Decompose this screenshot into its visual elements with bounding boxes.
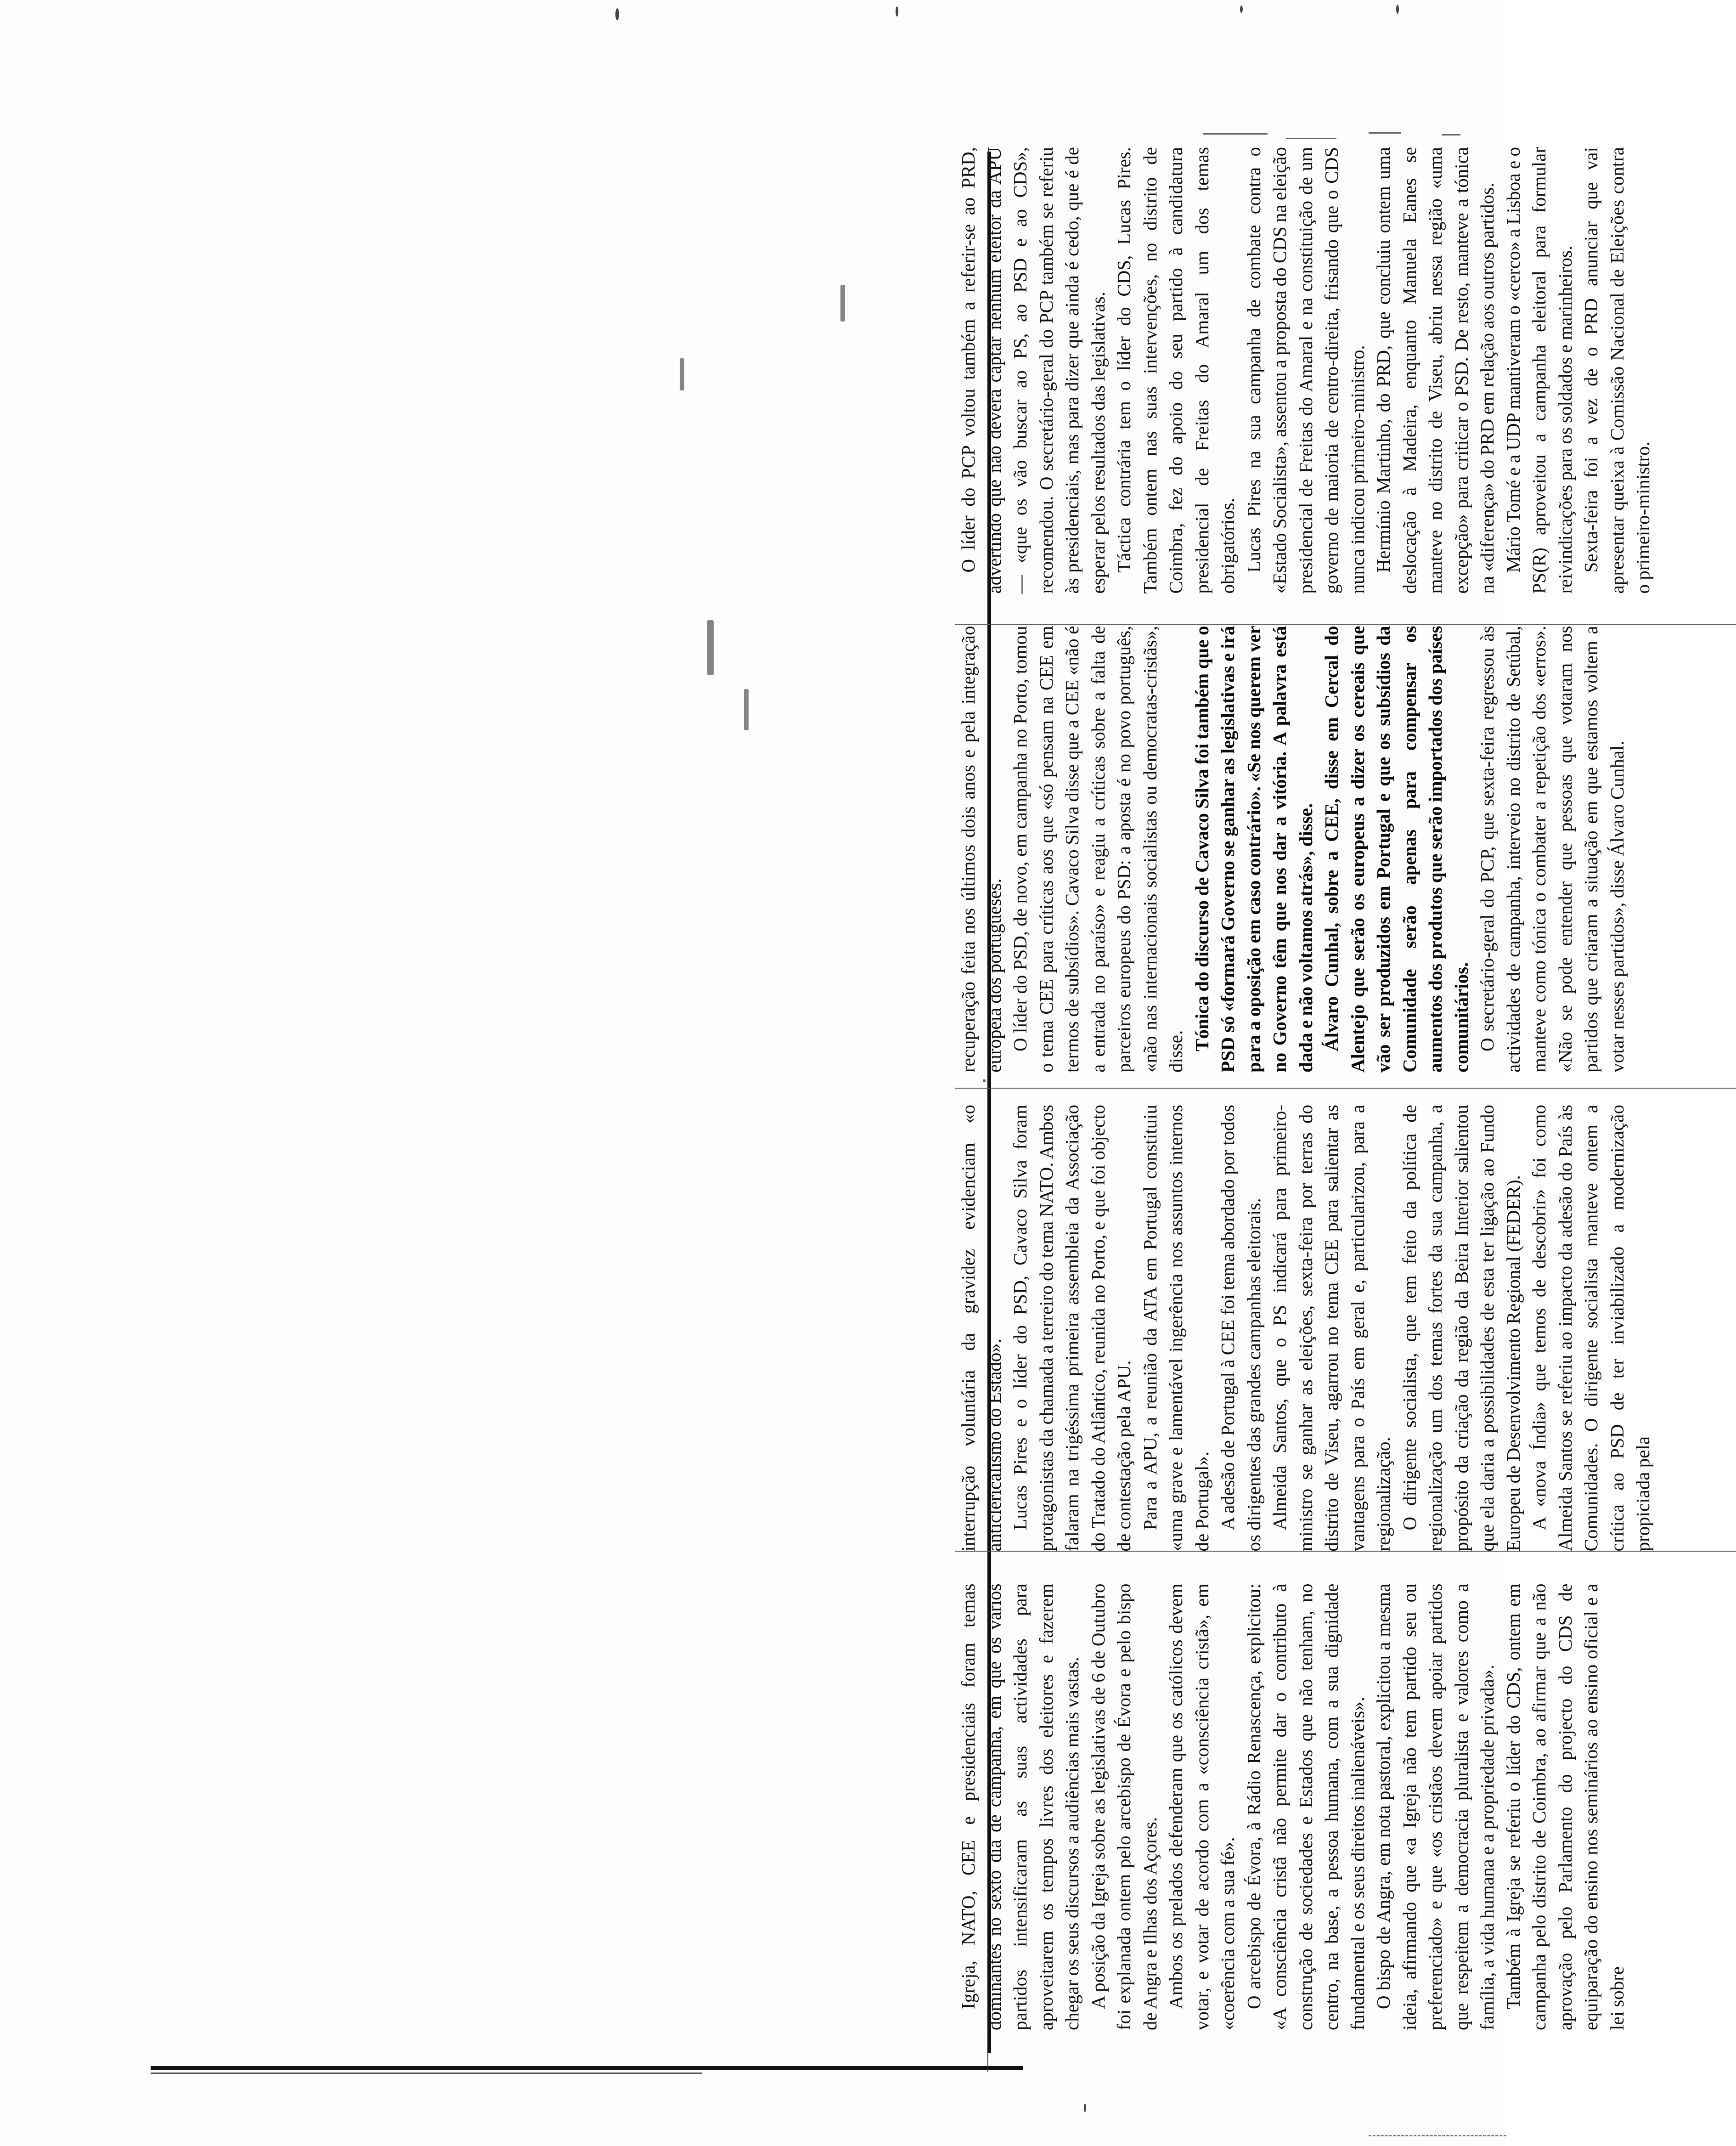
column-separator: [955, 1551, 1736, 1552]
article-paragraph: interrupção voluntária da gravidez evidenciam «o anticlericalismo do Estado».: [958, 1105, 1005, 1552]
scan-smudge: [680, 358, 684, 390]
article-paragraph: Para a APU, a reunião da ATA em Portugal constituiu «uma grave e lamentável ingerência nos assuntos internos de Portugal».: [1139, 1105, 1212, 1552]
top-heavy-rule: [151, 2066, 1023, 2070]
column-separator: [955, 1088, 1736, 1089]
scan-footer-mark: [1369, 2135, 1506, 2142]
article-paragraph: Mário Tomé e a UDP mantiveram o «cerco» a Lisboa e o PS(R) aproveitou a campanha eleitoral para formular reivindicações para os soldados e marinheiros.: [1502, 147, 1576, 594]
scan-smudge: [840, 285, 845, 322]
article-paragraph: Lucas Pires na sua campanha de combate contra o «Estado Socialista», assentou a proposta do CDS na eleição presidencial de Freitas do Amaral e na constituição de um governo de maioria de centro-direita, frisando que o CDS nunca indicou primeiro-ministro.: [1243, 147, 1368, 594]
scan-smudge: [744, 689, 749, 730]
article-paragraph: O secretário-geral do PCP, que sexta-feira regressou às actividades de campanha, interveio no distrito de Setúbal, manteve como tónica o combater a repetição dos «erros». «Não se pode entender que pessoas que votaram nos partidos que criaram a situação em que estamos voltem a votar nesses partidos», disse Álvaro Cunhal.: [1477, 626, 1628, 1073]
article-columns: [955, 147, 1736, 2030]
article-paragraph: A posição da Igreja sobre as legislativas de 6 de Outubro foi explanada ontem pelo arcebispo de Évora e pelo bispo de Angra e Ilhas dos Açores.: [1087, 1583, 1161, 2030]
scan-speck: [896, 6, 898, 17]
article-paragraph: O dirigente socialista, que tem feito da política de regionalização um dos temas fortes da sua campanha, a propósito da criação da região da Beira Interior salientou que ela daria a possibilidades de esta ter ligação ao Fundo Europeu de Desenvolvimento Regional (FEDER).: [1398, 1105, 1524, 1552]
article-rotated: [955, 147, 1736, 2030]
article-paragraph: Ambos os prelados defenderam que os católicos devem votar, e votar de acordo com a «consciência cristã», em «coerência com a sua fé».: [1165, 1583, 1238, 2030]
article-paragraph: recuperação feita nos últimos dois anos e pela integração europeia dos portugueses.: [958, 626, 1005, 1073]
scan-dash: [1286, 138, 1336, 139]
article-column-3: [955, 626, 1736, 1073]
article-paragraph: Lucas Pires e o líder do PSD, Cavaco Silva foram protagonistas da chamada a terreiro do tema NATO. Ambos falaram na trigéssima primeira assembleia da Associação do Tratado do Atlântico, reunida no Porto, e que foi objecto de contestação pela APU.: [1009, 1105, 1134, 1552]
article-paragraph: Táctica contrária tem o líder do CDS, Lucas Pires. Também ontem nas suas intervenções, no distrito de Coimbra, fez do apoio do seu partido à candidatura presidencial de Freitas do Amaral um dos temas obrigatórios.: [1113, 147, 1238, 594]
scan-speck: [615, 8, 619, 20]
article-paragraph: O bispo de Angra, em nota pastoral, explicitou a mesma ideia, afirmando que «a Igreja não tem partido seu ou preferenciado» e que «os cristãos devem apoiar partidos que respeitem a democracia pluralista e valores como a família, a vida humana e a propriedade privada».: [1373, 1583, 1498, 2030]
scan-speck: [1240, 6, 1243, 13]
article-paragraph: A adesão de Portugal à CEE foi tema abordado por todos os dirigentes das grandes campanhas eleitorais.: [1217, 1105, 1264, 1552]
scan-dash: [1442, 134, 1460, 136]
scan-smudge: [707, 620, 714, 675]
article-paragraph: O líder do PCP voltou também a referir-se ao PRD, advertindo que não deverá captar nenhum eleitor da APU — «que os vão buscar ao PS, ao PSD e ao CDS», recomendou. O secretário-geral do PCP também se referiu às presidenciais, mas para dizer que ainda é cedo, que é de esperar pelos resultados das legislativas.: [958, 147, 1109, 594]
column-separator: [955, 624, 1736, 625]
article-paragraph: Sexta-feira foi a vez de o PRD anunciar que vai apresentar queixa à Comissão Nacional de Eleições contra o primeiro-ministro.: [1580, 147, 1653, 594]
article-paragraph: A «nova Índia» que temos de descobrir» foi como Almeida Santos se referiu ao impacto da adesão do País às Comunidades. O dirigente socialista manteve ontem a crítica ao PSD de ter inviabilizado a modernização propiciada pela: [1528, 1105, 1653, 1552]
rule-tick: [987, 2053, 988, 2072]
article-paragraph: Também à Igreja se referiu o líder do CDS, ontem em campanha pelo distrito de Coimbra, ao afirmar que a não aprovação pelo Parlamento do projecto do CDS de equiparação do ensino nos seminários ao ensino oficial e a lei sobre: [1502, 1583, 1628, 2030]
scan-speck: [1084, 2104, 1086, 2112]
article-paragraph: Tónica do discurso de Cavaco Silva foi também que o PSD só «formará Governo se ganhar as legislativas e irá para a oposição em caso contrário». «Se nos querem ver no Governo têm que nos dar a vitória. A palavra está dada e não voltamos atrás», disse.: [1191, 626, 1316, 1073]
scan-speck: [1396, 5, 1399, 14]
top-thin-rule: [151, 2073, 702, 2074]
scan-dash: [1203, 133, 1268, 135]
article-column-4: [955, 147, 1736, 594]
scan-dash: [1369, 132, 1401, 134]
article-paragraph: Hermínio Martinho, do PRD, que concluiu ontem uma deslocação à Madeira, enquanto Manuela Eanes se manteve no distrito de Viseu, abriu nessa região «uma excepção» para criticar o PSD. De resto, manteve a tónica na «diferença» do PRD em relação aos outros partidos.: [1373, 147, 1498, 594]
article-paragraph: Almeida Santos, que o PS indicará para primeiro-ministro se ganhar as eleições, sexta-feira por terras do distrito de Viseu, agarrou no tema CEE para salientar as vantagens para o País em geral e, particularizou, para a regionalização.: [1269, 1105, 1394, 1552]
article-column-2: [955, 1105, 1736, 1552]
article-paragraph: Álvaro Cunhal, sobre a CEE, disse em Cercal do Alentejo que serão os europeus a dizer os cereais que vão ser produzidos em Portugal e que os subsídios da Comunidade serão apenas para compensar os aumentos dos produtos que serão importados dos países comunitários.: [1321, 626, 1472, 1073]
article-paragraph: Igreja, NATO, CEE e presidenciais foram temas dominantes no sexto dia de campanha, em que os vários partidos intensificaram as suas actividades para aproveitarem os tempos livres dos eleitores e fazerem chegar os seus discursos a audiências mais vastas.: [958, 1583, 1082, 2030]
article-paragraph: O arcebispo de Évora, à Rádio Renascença, explicitou: «A consciência cristã não permite dar o contributo à construção de sociedades e Estados que não tenham, no centro, na base, a pessoa humana, com a sua dignidade fundamental e os seus direitos inalienáveis».: [1243, 1583, 1368, 2030]
article-paragraph: O líder do PSD, de novo, em campanha no Porto, tomou o tema CEE para críticas aos que «só pensam na CEE em termos de subsídios». Cavaco Silva disse que a CEE «não é a entrada no paraíso» e reagiu a críticas sobre a falta de parceiros europeus do PSD: a aposta é no povo português, «não nas internacionais socialistas ou democratas-cristãs», disse.: [1009, 626, 1186, 1073]
article-column-1: [955, 1584, 1736, 2031]
